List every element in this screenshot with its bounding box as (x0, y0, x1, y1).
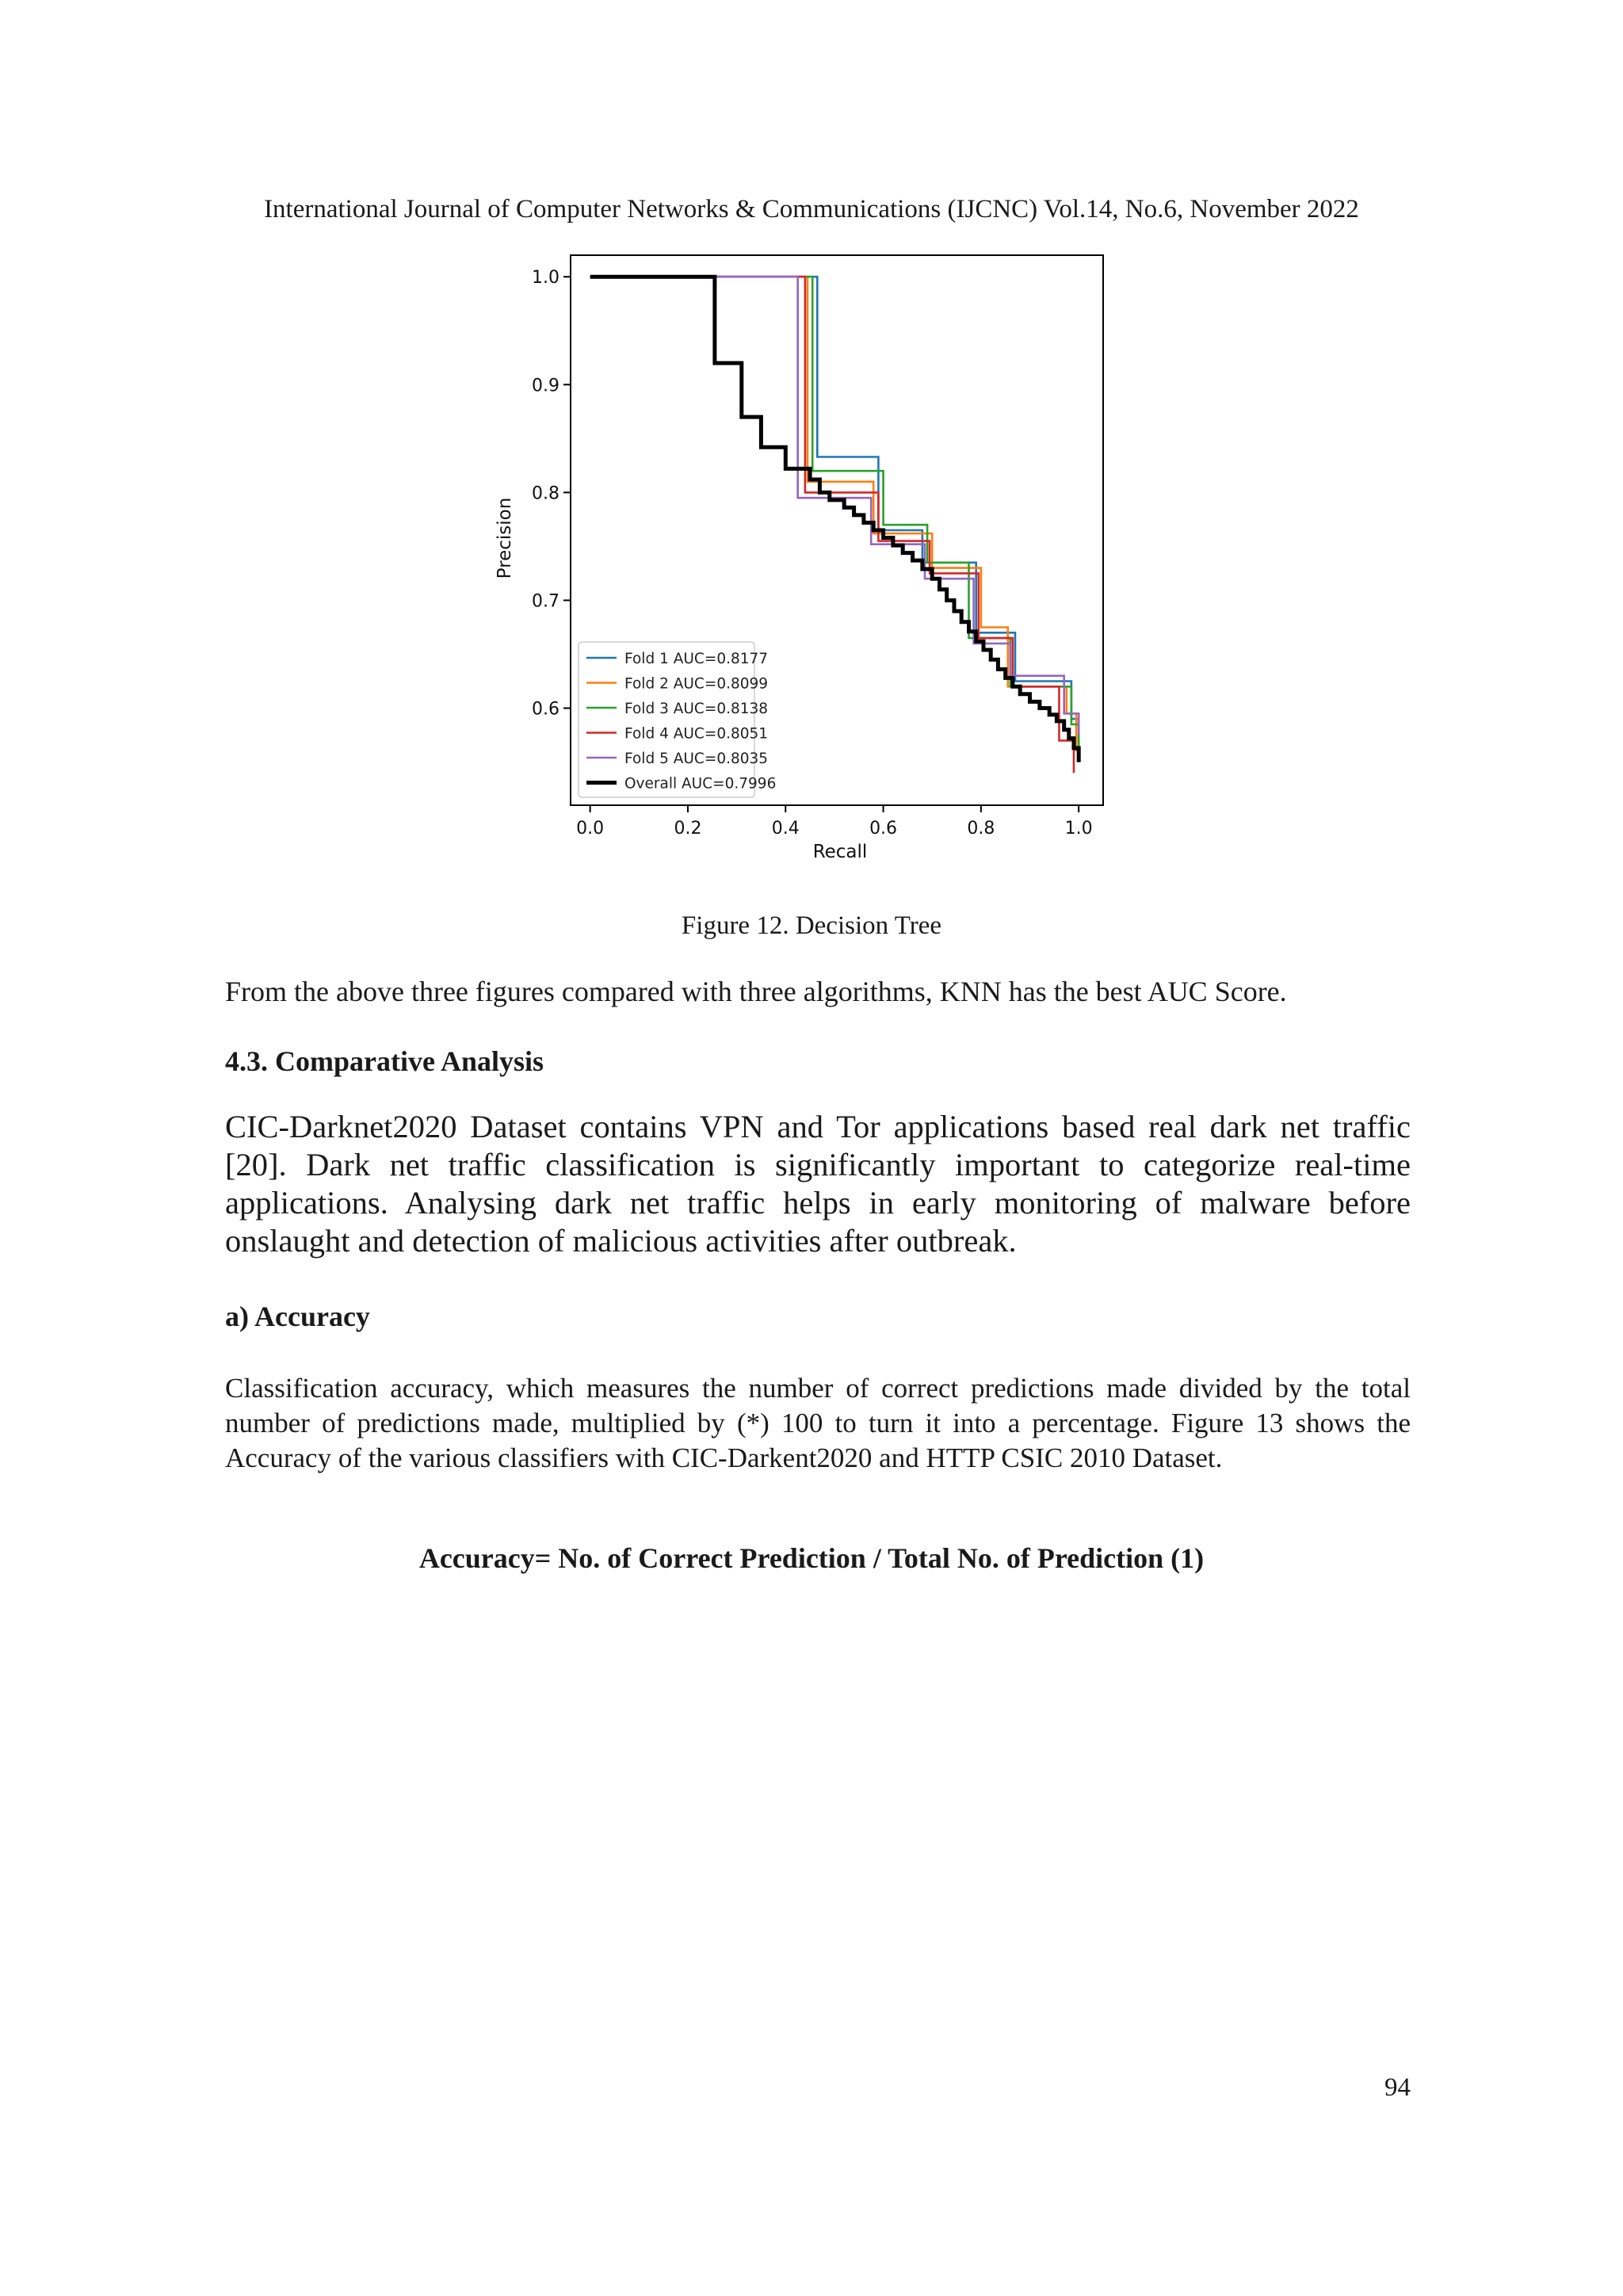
accuracy-formula: Accuracy= No. of Correct Prediction / Total No. of Prediction (1) (418, 1542, 1205, 1574)
legend-label-3: Fold 3 AUC=0.8138 (624, 701, 769, 717)
y-tick-label: 0.9 (532, 376, 559, 396)
x-tick-label: 0.4 (771, 819, 800, 839)
section-heading: 4.3. Comparative Analysis (225, 1045, 544, 1077)
x-axis-label: Recall (812, 842, 868, 862)
legend-label-5: Fold 5 AUC=0.8035 (624, 751, 769, 767)
precision-recall-chart (475, 246, 1157, 880)
x-tick-label: 0.0 (576, 819, 605, 839)
y-tick-label: 0.8 (532, 483, 559, 504)
legend-label-6: Overall AUC=0.7996 (624, 775, 777, 793)
legend-label-1: Fold 1 AUC=0.8177 (624, 651, 769, 667)
figure-caption: Figure 12. Decision Tree (681, 911, 942, 940)
summary-paragraph: From the above three figures compared with three algorithms, KNN has the best AUC Score. (225, 976, 1287, 1007)
x-tick-label: 0.8 (967, 819, 995, 839)
running-header: International Journal of Computer Networks & Communications (IJCNC) Vol.14, No.6, November 2022 (264, 195, 1359, 223)
pr-curve-figure (475, 246, 1157, 880)
accuracy-paragraph: Classification accuracy, which measures the number of correct predictions made divided by the total number of predictions made, multiplied by (*) 100 to turn it into a percentage. Figure 13 shows the Accuracy of the various classifiers with CIC-Darkent2020 and HTTP CSIC 2010 Dataset. (225, 1373, 1411, 1473)
x-tick-label: 0.2 (674, 819, 702, 839)
x-tick-label: 0.6 (869, 819, 898, 839)
subsection-heading-accuracy: a) Accuracy (225, 1301, 370, 1332)
y-tick-label: 1.0 (532, 268, 559, 288)
page-number: 94 (1384, 2073, 1411, 2102)
legend-label-4: Fold 4 AUC=0.8051 (624, 725, 769, 743)
y-axis-label: Precision (495, 497, 515, 579)
y-tick-label: 0.7 (532, 591, 559, 612)
x-tick-label: 1.0 (1064, 819, 1093, 839)
legend-label-2: Fold 2 AUC=0.8099 (624, 675, 769, 693)
dataset-paragraph: CIC-Darknet2020 Dataset contains VPN and Tor applications based real dark net traffic [20]. Dark net traffic classification is significantly important to categorize real-time applications. Analysing dark net traffic helps in early monitoring of malware before onslaught and detection of malicious activities after outbreak. (225, 1109, 1411, 1259)
y-tick-label: 0.6 (532, 699, 559, 720)
